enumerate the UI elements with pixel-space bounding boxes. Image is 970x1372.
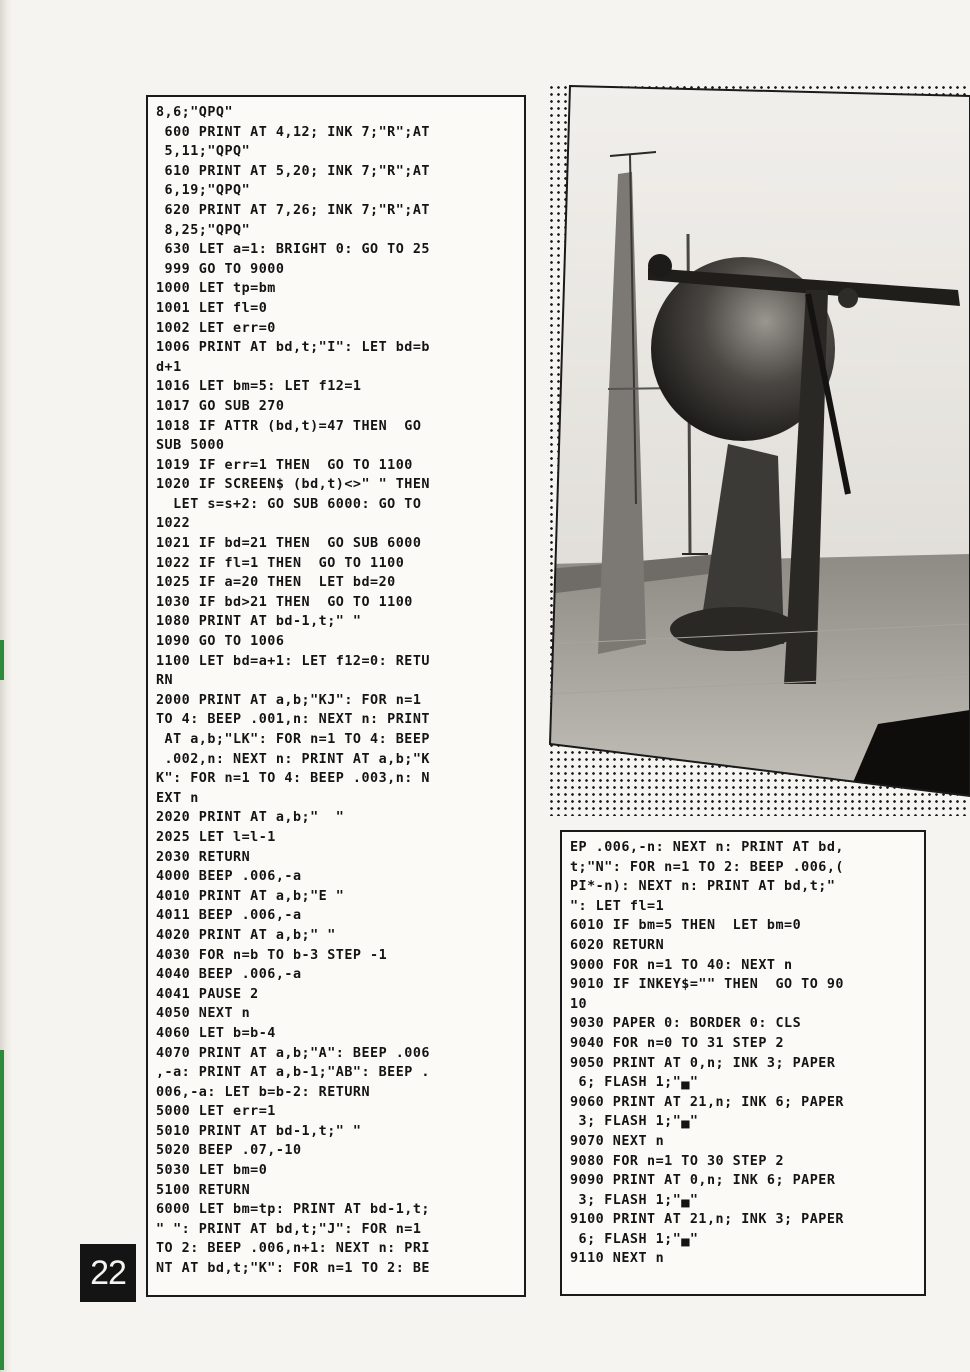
code-line: TO 4: BEEP .001,n: NEXT n: PRINT (156, 712, 430, 728)
code-line: 1022 IF fl=1 THEN GO TO 1100 (156, 555, 405, 571)
code-line: ,-a: PRINT AT a,b-1;"AB": BEEP . (156, 1065, 430, 1081)
code-line: 5020 BEEP .07,-10 (156, 1143, 302, 1159)
code-line: 3; FLASH 1;"▄" (570, 1114, 699, 1130)
code-line: 1002 LET err=0 (156, 320, 276, 336)
code-line: 6010 IF bm=5 THEN LET bm=0 (570, 918, 802, 934)
code-line: 9030 PAPER 0: BORDER 0: CLS (570, 1016, 802, 1032)
code-line: 4020 PRINT AT a,b;" " (156, 927, 336, 943)
code-line: 4010 PRINT AT a,b;"E " (156, 888, 345, 904)
code-line: 5,11;"QPQ" (156, 144, 251, 160)
code-line: RN (156, 673, 174, 689)
code-line: 1001 LET fl=0 (156, 300, 268, 316)
code-line: 630 LET a=1: BRIGHT 0: GO TO 25 (156, 242, 430, 258)
code-line: ": LET fl=1 (570, 898, 665, 914)
code-line: 999 GO TO 9000 (156, 261, 285, 277)
code-line: 4050 NEXT n (156, 1006, 251, 1022)
code-line: " ": PRINT AT bd,t;"J": FOR n=1 (156, 1221, 422, 1237)
code-line: 2030 RETURN (156, 849, 251, 865)
code-line: 2020 PRINT AT a,b;" " (156, 810, 345, 826)
code-line: 620 PRINT AT 7,26; INK 7;"R";AT (156, 202, 430, 218)
code-line: 10 (570, 996, 588, 1012)
code-line: 3; FLASH 1;"▄" (570, 1192, 699, 1208)
photo-panel (548, 84, 970, 816)
code-line: t;"N": FOR n=1 TO 2: BEEP .006,( (570, 859, 844, 875)
code-line: 5000 LET err=1 (156, 1104, 276, 1120)
code-line: 600 PRINT AT 4,12; INK 7;"R";AT (156, 124, 430, 140)
code-line: SUB 5000 (156, 438, 225, 454)
code-line: 4040 BEEP .006,-a (156, 967, 302, 983)
code-line: 8,25;"QPQ" (156, 222, 251, 238)
code-line: d+1 (156, 359, 182, 375)
code-line: 9010 IF INKEY$="" THEN GO TO 90 (570, 977, 844, 993)
code-line: 1016 LET bm=5: LET f12=1 (156, 379, 362, 395)
page-number: 22 (80, 1244, 136, 1302)
code-line: 9080 FOR n=1 TO 30 STEP 2 (570, 1153, 785, 1169)
code-line: 1030 IF bd>21 THEN GO TO 1100 (156, 594, 413, 610)
submarine-sail-photo (548, 84, 970, 816)
code-line: PI*-n): NEXT n: PRINT AT bd,t;" (570, 879, 836, 895)
code-line: 1025 IF a=20 THEN LET bd=20 (156, 575, 396, 591)
code-line: 1090 GO TO 1006 (156, 634, 285, 650)
code-line: 1022 (156, 516, 191, 532)
code-line: EP .006,-n: NEXT n: PRINT AT bd, (570, 840, 844, 855)
code-line: 9090 PRINT AT 0,n; INK 6; PAPER (570, 1173, 836, 1189)
code-line: 5030 LET bm=0 (156, 1163, 268, 1179)
code-line: 1019 IF err=1 THEN GO TO 1100 (156, 457, 413, 473)
code-line: 1006 PRINT AT bd,t;"I": LET bd=b (156, 340, 430, 356)
code-line: 1017 GO SUB 270 (156, 398, 285, 414)
code-line: 6,19;"QPQ" (156, 183, 251, 199)
code-line: 9050 PRINT AT 0,n; INK 3; PAPER (570, 1055, 836, 1071)
code-line: 4011 BEEP .006,-a (156, 908, 302, 924)
code-line: EXT n (156, 790, 199, 806)
code-line: 4000 BEEP .006,-a (156, 869, 302, 885)
code-line: 9110 NEXT n (570, 1251, 665, 1267)
code-line: TO 2: BEEP .006,n+1: NEXT n: PRI (156, 1241, 430, 1257)
code-line: 9060 PRINT AT 21,n; INK 6; PAPER (570, 1094, 844, 1110)
code-line: 4060 LET b=b-4 (156, 1025, 276, 1041)
code-line: 1080 PRINT AT bd-1,t;" " (156, 614, 362, 630)
code-line: 9070 NEXT n (570, 1133, 665, 1149)
spine-mark-top (0, 640, 4, 680)
code-line: .002,n: NEXT n: PRINT AT a,b;"K (156, 751, 430, 767)
code-line: 6000 LET bm=tp: PRINT AT bd-1,t; (156, 1202, 430, 1218)
program-listing-right (560, 830, 926, 1296)
code-line: 006,-a: LET b=b-2: RETURN (156, 1084, 371, 1100)
code-line: 1018 IF ATTR (bd,t)=47 THEN GO (156, 418, 422, 434)
code-line: 2025 LET l=l-1 (156, 829, 276, 845)
code-line: 6; FLASH 1;"▄" (570, 1231, 699, 1247)
code-line: 6020 RETURN (570, 937, 665, 953)
code-line: 9000 FOR n=1 TO 40: NEXT n (570, 957, 793, 973)
code-line: 9100 PRINT AT 21,n; INK 3; PAPER (570, 1212, 844, 1228)
code-line: NT AT bd,t;"K": FOR n=1 TO 2: BE (156, 1261, 430, 1277)
spine-mark-bottom (0, 1050, 4, 1370)
code-line: LET s=s+2: GO SUB 6000: GO TO (156, 496, 422, 512)
code-line: 610 PRINT AT 5,20; INK 7;"R";AT (156, 163, 430, 179)
code-line: 5100 RETURN (156, 1182, 251, 1198)
program-listing-left (146, 95, 526, 1297)
code-line: 9040 FOR n=0 TO 31 STEP 2 (570, 1035, 785, 1051)
code-line: 1021 IF bd=21 THEN GO SUB 6000 (156, 536, 422, 552)
code-line: AT a,b;"LK": FOR n=1 TO 4: BEEP (156, 732, 430, 747)
code-line: 6; FLASH 1;"▄" (570, 1075, 699, 1091)
code-line: 4030 FOR n=b TO b-3 STEP -1 (156, 947, 388, 963)
code-line: 4070 PRINT AT a,b;"A": BEEP .006 (156, 1045, 430, 1061)
code-line: 5010 PRINT AT bd-1,t;" " (156, 1123, 362, 1139)
code-line: 4041 PAUSE 2 (156, 986, 259, 1002)
code-line: 1100 LET bd=a+1: LET f12=0: RETU (156, 653, 430, 669)
code-line: 1000 LET tp=bm (156, 281, 276, 297)
code-line: 2000 PRINT AT a,b;"KJ": FOR n=1 (156, 692, 422, 708)
code-line: 8,6;"QPQ" (156, 105, 234, 120)
code-line: K": FOR n=1 TO 4: BEEP .003,n: N (156, 771, 430, 787)
code-line: 1020 IF SCREEN$ (bd,t)<>" " THEN (156, 477, 430, 493)
